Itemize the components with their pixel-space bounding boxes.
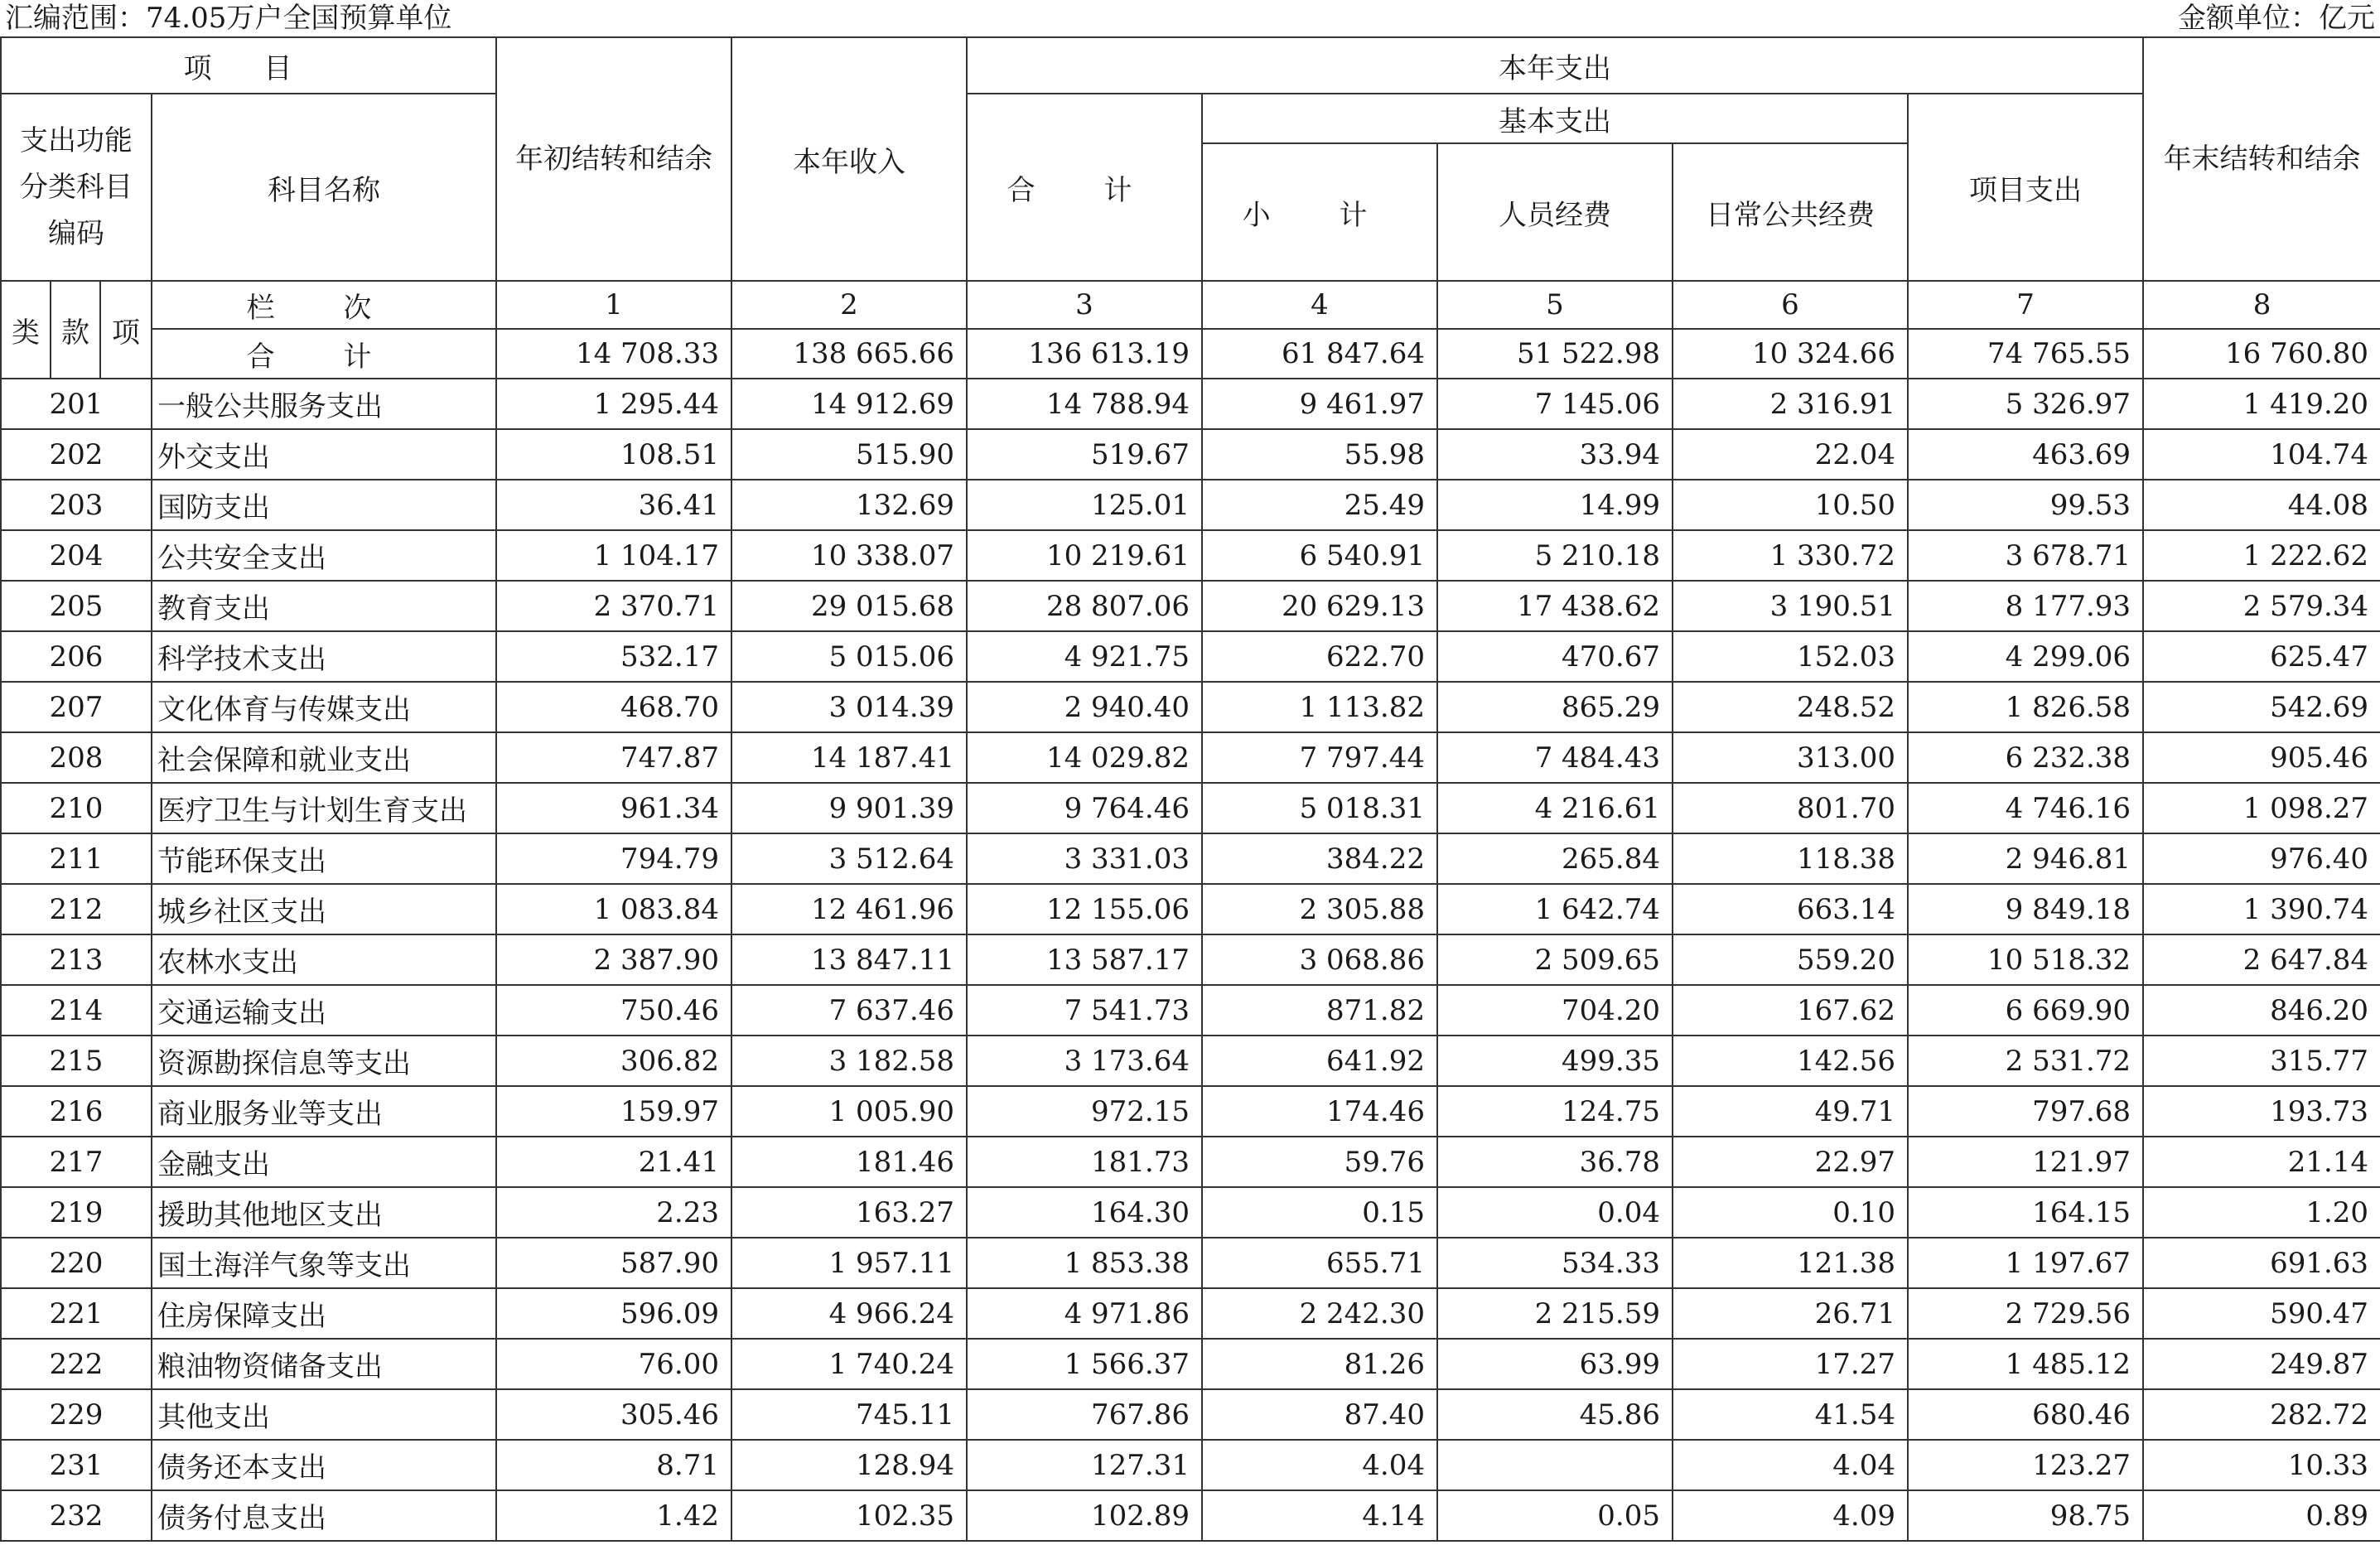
- value-cell: 596.09: [496, 1288, 731, 1339]
- value-cell: 846.20: [2143, 985, 2380, 1036]
- table-row: [1, 985, 2380, 1036]
- value-cell: 2 242.30: [1202, 1288, 1437, 1339]
- value-cell: 17.27: [1673, 1339, 1908, 1389]
- header-total: 合 计: [967, 94, 1202, 281]
- code-cell: 219: [1, 1187, 152, 1238]
- table-row: [1, 1137, 2380, 1187]
- value-cell: 4 966.24: [731, 1288, 967, 1339]
- col-index: 8: [2143, 281, 2380, 329]
- value-cell: 515.90: [731, 429, 967, 480]
- value-cell: 14 187.41: [731, 732, 967, 783]
- value-cell: 1 197.67: [1908, 1238, 2143, 1288]
- subject-name-cell: 农林水支出: [152, 934, 496, 985]
- total-value: 14 708.33: [496, 329, 731, 379]
- value-cell: 4 299.06: [1908, 631, 2143, 682]
- value-cell: 159.97: [496, 1086, 731, 1137]
- value-cell: 559.20: [1673, 934, 1908, 985]
- value-cell: 590.47: [2143, 1288, 2380, 1339]
- table-row: [1, 1440, 2380, 1490]
- value-cell: 680.46: [1908, 1389, 2143, 1440]
- code-cell: 212: [1, 884, 152, 934]
- value-cell: 7 637.46: [731, 985, 967, 1036]
- col-index: 1: [496, 281, 731, 329]
- code-cell: 222: [1, 1339, 152, 1389]
- value-cell: 5 018.31: [1202, 783, 1437, 833]
- value-cell: 4 921.75: [967, 631, 1202, 682]
- code-cell: 214: [1, 985, 152, 1036]
- value-cell: 2 305.88: [1202, 884, 1437, 934]
- value-cell: 25.49: [1202, 480, 1437, 530]
- value-cell: 249.87: [2143, 1339, 2380, 1389]
- value-cell: 55.98: [1202, 429, 1437, 480]
- value-cell: 5 326.97: [1908, 379, 2143, 429]
- header-basic: 基本支出: [1202, 94, 1908, 143]
- value-cell: 12 155.06: [967, 884, 1202, 934]
- header-class: 类: [1, 281, 51, 379]
- value-cell: 49.71: [1673, 1086, 1908, 1137]
- unit-note: 金额单位：亿元: [2178, 2, 2375, 35]
- table-row: [1, 732, 2380, 783]
- value-cell: 5 015.06: [731, 631, 967, 682]
- value-cell: 3 182.58: [731, 1036, 967, 1086]
- value-cell: 463.69: [1908, 429, 2143, 480]
- total-value: 74 765.55: [1908, 329, 2143, 379]
- value-cell: 3 173.64: [967, 1036, 1202, 1086]
- value-cell: 3 512.64: [731, 833, 967, 884]
- value-cell: 33.94: [1437, 429, 1673, 480]
- code-cell: 202: [1, 429, 152, 480]
- subject-name-cell: 公共安全支出: [152, 530, 496, 581]
- value-cell: 17 438.62: [1437, 581, 1673, 631]
- subject-name-cell: 一般公共服务支出: [152, 379, 496, 429]
- value-cell: 26.71: [1673, 1288, 1908, 1339]
- value-cell: 4.14: [1202, 1490, 1437, 1541]
- code-cell: 203: [1, 480, 152, 530]
- value-cell: 9 849.18: [1908, 884, 2143, 934]
- value-cell: 164.15: [1908, 1187, 2143, 1238]
- header-project: 项目支出: [1908, 94, 2143, 281]
- value-cell: 123.27: [1908, 1440, 2143, 1490]
- value-cell: 3 190.51: [1673, 581, 1908, 631]
- value-cell: 1.20: [2143, 1187, 2380, 1238]
- value-cell: 10.50: [1673, 480, 1908, 530]
- code-cell: 205: [1, 581, 152, 631]
- header-public: 日常公共经费: [1673, 143, 1908, 281]
- value-cell: 14 029.82: [967, 732, 1202, 783]
- table-row: [1, 1086, 2380, 1137]
- value-cell: 14.99: [1437, 480, 1673, 530]
- value-cell: 625.47: [2143, 631, 2380, 682]
- subject-name-cell: 援助其他地区支出: [152, 1187, 496, 1238]
- value-cell: 127.31: [967, 1440, 1202, 1490]
- header-entry: 项: [100, 281, 152, 379]
- value-cell: 1 390.74: [2143, 884, 2380, 934]
- value-cell: 181.73: [967, 1137, 1202, 1187]
- code-cell: 211: [1, 833, 152, 884]
- value-cell: 2 940.40: [967, 682, 1202, 732]
- value-cell: 102.35: [731, 1490, 967, 1541]
- header-opening-balance: 年初结转和结余: [496, 37, 731, 281]
- value-cell: 655.71: [1202, 1238, 1437, 1288]
- value-cell: 3 068.86: [1202, 934, 1437, 985]
- value-cell: 14 912.69: [731, 379, 967, 429]
- value-cell: 181.46: [731, 1137, 967, 1187]
- value-cell: 2 946.81: [1908, 833, 2143, 884]
- value-cell: 663.14: [1673, 884, 1908, 934]
- header-code-group: 支出功能分类科目编码: [1, 94, 152, 281]
- value-cell: 622.70: [1202, 631, 1437, 682]
- value-cell: 59.76: [1202, 1137, 1437, 1187]
- value-cell: 961.34: [496, 783, 731, 833]
- col-index: 3: [967, 281, 1202, 329]
- value-cell: 13 587.17: [967, 934, 1202, 985]
- value-cell: 1 740.24: [731, 1339, 967, 1389]
- value-cell: 13 847.11: [731, 934, 967, 985]
- value-cell: 118.38: [1673, 833, 1908, 884]
- subject-name-cell: 其他支出: [152, 1389, 496, 1440]
- value-cell: 20 629.13: [1202, 581, 1437, 631]
- value-cell: 36.78: [1437, 1137, 1673, 1187]
- code-cell: 229: [1, 1389, 152, 1440]
- subject-name-cell: 商业服务业等支出: [152, 1086, 496, 1137]
- value-cell: 1 083.84: [496, 884, 731, 934]
- header-subtotal: 小 计: [1202, 143, 1437, 281]
- table-row: [1, 1036, 2380, 1086]
- value-cell: 1 104.17: [496, 530, 731, 581]
- col-index-label: 栏 次: [152, 281, 496, 329]
- value-cell: 2.23: [496, 1187, 731, 1238]
- subject-name-cell: 城乡社区支出: [152, 884, 496, 934]
- value-cell: 0.05: [1437, 1490, 1673, 1541]
- value-cell: 104.74: [2143, 429, 2380, 480]
- table-row: [1, 581, 2380, 631]
- value-cell: 972.15: [967, 1086, 1202, 1137]
- value-cell: 4 746.16: [1908, 783, 2143, 833]
- value-cell: 2 387.90: [496, 934, 731, 985]
- code-cell: 221: [1, 1288, 152, 1339]
- value-cell: 747.87: [496, 732, 731, 783]
- value-cell: 12 461.96: [731, 884, 967, 934]
- value-cell: 167.62: [1673, 985, 1908, 1036]
- value-cell: 1 098.27: [2143, 783, 2380, 833]
- header-closing-balance: 年末结转和结余: [2143, 37, 2380, 281]
- header-section: 款: [51, 281, 100, 379]
- header-income: 本年收入: [731, 37, 967, 281]
- value-cell: 108.51: [496, 429, 731, 480]
- value-cell: 2 729.56: [1908, 1288, 2143, 1339]
- total-label: 合 计: [152, 329, 496, 379]
- subject-name-cell: 外交支出: [152, 429, 496, 480]
- col-index: 2: [731, 281, 967, 329]
- value-cell: 7 797.44: [1202, 732, 1437, 783]
- expenditure-table: [0, 36, 2380, 1542]
- value-cell: 8.71: [496, 1440, 731, 1490]
- value-cell: 306.82: [496, 1036, 731, 1086]
- code-cell: 201: [1, 379, 152, 429]
- value-cell: 2 215.59: [1437, 1288, 1673, 1339]
- value-cell: 470.67: [1437, 631, 1673, 682]
- value-cell: 384.22: [1202, 833, 1437, 884]
- value-cell: 142.56: [1673, 1036, 1908, 1086]
- value-cell: 313.00: [1673, 732, 1908, 783]
- code-cell: 231: [1, 1440, 152, 1490]
- value-cell: 2 316.91: [1673, 379, 1908, 429]
- code-cell: 207: [1, 682, 152, 732]
- value-cell: 128.94: [731, 1440, 967, 1490]
- code-cell: 208: [1, 732, 152, 783]
- table-row: [1, 631, 2380, 682]
- code-cell: 215: [1, 1036, 152, 1086]
- table-row: [1, 1288, 2380, 1339]
- value-cell: 22.04: [1673, 429, 1908, 480]
- value-cell: [1437, 1440, 1673, 1490]
- value-cell: 125.01: [967, 480, 1202, 530]
- value-cell: 468.70: [496, 682, 731, 732]
- code-cell: 232: [1, 1490, 152, 1541]
- total-value: 136 613.19: [967, 329, 1202, 379]
- code-cell: 213: [1, 934, 152, 985]
- table-row: [1, 934, 2380, 985]
- value-cell: 9 764.46: [967, 783, 1202, 833]
- value-cell: 1 853.38: [967, 1238, 1202, 1288]
- table-row: [1, 783, 2380, 833]
- value-cell: 767.86: [967, 1389, 1202, 1440]
- value-cell: 7 484.43: [1437, 732, 1673, 783]
- value-cell: 2 370.71: [496, 581, 731, 631]
- table-row: [1, 1187, 2380, 1238]
- value-cell: 7 145.06: [1437, 379, 1673, 429]
- value-cell: 10 338.07: [731, 530, 967, 581]
- col-index: 7: [1908, 281, 2143, 329]
- subject-name-cell: 节能环保支出: [152, 833, 496, 884]
- table-row: [1, 530, 2380, 581]
- value-cell: 248.52: [1673, 682, 1908, 732]
- table-row: [1, 833, 2380, 884]
- subject-name-cell: 资源勘探信息等支出: [152, 1036, 496, 1086]
- value-cell: 519.67: [967, 429, 1202, 480]
- value-cell: 4.09: [1673, 1490, 1908, 1541]
- code-cell: 206: [1, 631, 152, 682]
- table-caption: [5, 0, 2375, 36]
- value-cell: 14 788.94: [967, 379, 1202, 429]
- subject-name-cell: 国土海洋气象等支出: [152, 1238, 496, 1288]
- value-cell: 121.97: [1908, 1137, 2143, 1187]
- subject-name-cell: 社会保障和就业支出: [152, 732, 496, 783]
- value-cell: 4.04: [1673, 1440, 1908, 1490]
- subject-name-cell: 住房保障支出: [152, 1288, 496, 1339]
- table-row: [1, 1389, 2380, 1440]
- total-value: 138 665.66: [731, 329, 967, 379]
- value-cell: 1 957.11: [731, 1238, 967, 1288]
- value-cell: 797.68: [1908, 1086, 2143, 1137]
- total-value: 10 324.66: [1673, 329, 1908, 379]
- subject-name-cell: 医疗卫生与计划生育支出: [152, 783, 496, 833]
- value-cell: 542.69: [2143, 682, 2380, 732]
- value-cell: 163.27: [731, 1187, 967, 1238]
- value-cell: 0.04: [1437, 1187, 1673, 1238]
- total-row: [1, 329, 2380, 379]
- subject-name-cell: 国防支出: [152, 480, 496, 530]
- value-cell: 745.11: [731, 1389, 967, 1440]
- value-cell: 2 647.84: [2143, 934, 2380, 985]
- value-cell: 1 566.37: [967, 1339, 1202, 1389]
- col-index: 5: [1437, 281, 1673, 329]
- value-cell: 45.86: [1437, 1389, 1673, 1440]
- value-cell: 865.29: [1437, 682, 1673, 732]
- value-cell: 976.40: [2143, 833, 2380, 884]
- subject-name-cell: 金融支出: [152, 1137, 496, 1187]
- value-cell: 1 005.90: [731, 1086, 967, 1137]
- subject-name-cell: 债务付息支出: [152, 1490, 496, 1541]
- value-cell: 152.03: [1673, 631, 1908, 682]
- value-cell: 265.84: [1437, 833, 1673, 884]
- value-cell: 99.53: [1908, 480, 2143, 530]
- value-cell: 76.00: [496, 1339, 731, 1389]
- value-cell: 7 541.73: [967, 985, 1202, 1036]
- table-row: [1, 1238, 2380, 1288]
- code-cell: 220: [1, 1238, 152, 1288]
- value-cell: 1 295.44: [496, 379, 731, 429]
- value-cell: 121.38: [1673, 1238, 1908, 1288]
- subject-name-cell: 科学技术支出: [152, 631, 496, 682]
- table-row: [1, 429, 2380, 480]
- subject-name-cell: 粮油物资储备支出: [152, 1339, 496, 1389]
- value-cell: 2 509.65: [1437, 934, 1673, 985]
- value-cell: 9 461.97: [1202, 379, 1437, 429]
- subject-name-cell: 教育支出: [152, 581, 496, 631]
- value-cell: 5 210.18: [1437, 530, 1673, 581]
- value-cell: 3 678.71: [1908, 530, 2143, 581]
- value-cell: 6 540.91: [1202, 530, 1437, 581]
- value-cell: 10 219.61: [967, 530, 1202, 581]
- value-cell: 1.42: [496, 1490, 731, 1541]
- value-cell: 0.10: [1673, 1187, 1908, 1238]
- value-cell: 81.26: [1202, 1339, 1437, 1389]
- value-cell: 1 642.74: [1437, 884, 1673, 934]
- header-current-expenditure: 本年支出: [967, 37, 2143, 94]
- total-value: 61 847.64: [1202, 329, 1437, 379]
- value-cell: 6 669.90: [1908, 985, 2143, 1036]
- value-cell: 41.54: [1673, 1389, 1908, 1440]
- value-cell: 282.72: [2143, 1389, 2380, 1440]
- value-cell: 63.99: [1437, 1339, 1673, 1389]
- value-cell: 6 232.38: [1908, 732, 2143, 783]
- value-cell: 0.15: [1202, 1187, 1437, 1238]
- scope-note: 汇编范围：74.05万户全国预算单位: [5, 2, 452, 35]
- value-cell: 193.73: [2143, 1086, 2380, 1137]
- value-cell: 0.89: [2143, 1490, 2380, 1541]
- table-row: [1, 884, 2380, 934]
- value-cell: 102.89: [967, 1490, 1202, 1541]
- value-cell: 8 177.93: [1908, 581, 2143, 631]
- value-cell: 587.90: [496, 1238, 731, 1288]
- table-row: [1, 682, 2380, 732]
- header-personnel: 人员经费: [1437, 143, 1673, 281]
- value-cell: 1 222.62: [2143, 530, 2380, 581]
- table-row: [1, 1339, 2380, 1389]
- value-cell: 801.70: [1673, 783, 1908, 833]
- value-cell: 905.46: [2143, 732, 2380, 783]
- code-cell: 210: [1, 783, 152, 833]
- value-cell: 44.08: [2143, 480, 2380, 530]
- value-cell: 1 113.82: [1202, 682, 1437, 732]
- value-cell: 641.92: [1202, 1036, 1437, 1086]
- value-cell: 4.04: [1202, 1440, 1437, 1490]
- total-value: 16 760.80: [2143, 329, 2380, 379]
- value-cell: 315.77: [2143, 1036, 2380, 1086]
- value-cell: 87.40: [1202, 1389, 1437, 1440]
- value-cell: 1 330.72: [1673, 530, 1908, 581]
- total-value: 51 522.98: [1437, 329, 1673, 379]
- value-cell: 36.41: [496, 480, 731, 530]
- value-cell: 499.35: [1437, 1036, 1673, 1086]
- value-cell: 10.33: [2143, 1440, 2380, 1490]
- value-cell: 305.46: [496, 1389, 731, 1440]
- value-cell: 704.20: [1437, 985, 1673, 1036]
- value-cell: 21.41: [496, 1137, 731, 1187]
- value-cell: 124.75: [1437, 1086, 1673, 1137]
- table-row: [1, 480, 2380, 530]
- value-cell: 794.79: [496, 833, 731, 884]
- value-cell: 534.33: [1437, 1238, 1673, 1288]
- value-cell: 3 014.39: [731, 682, 967, 732]
- value-cell: 4 971.86: [967, 1288, 1202, 1339]
- value-cell: 2 579.34: [2143, 581, 2380, 631]
- value-cell: 2 531.72: [1908, 1036, 2143, 1086]
- subject-name-cell: 债务还本支出: [152, 1440, 496, 1490]
- code-cell: 217: [1, 1137, 152, 1187]
- table-row: [1, 379, 2380, 429]
- header-subject-name: 科目名称: [152, 94, 496, 281]
- value-cell: 750.46: [496, 985, 731, 1036]
- value-cell: 164.30: [967, 1187, 1202, 1238]
- header-item: 项 目: [1, 37, 496, 94]
- code-cell: 204: [1, 530, 152, 581]
- value-cell: 174.46: [1202, 1086, 1437, 1137]
- value-cell: 21.14: [2143, 1137, 2380, 1187]
- value-cell: 871.82: [1202, 985, 1437, 1036]
- value-cell: 9 901.39: [731, 783, 967, 833]
- subject-name-cell: 文化体育与传媒支出: [152, 682, 496, 732]
- table-row: [1, 1490, 2380, 1541]
- value-cell: 1 485.12: [1908, 1339, 2143, 1389]
- value-cell: 98.75: [1908, 1490, 2143, 1541]
- value-cell: 1 419.20: [2143, 379, 2380, 429]
- code-cell: 216: [1, 1086, 152, 1137]
- value-cell: 4 216.61: [1437, 783, 1673, 833]
- value-cell: 3 331.03: [967, 833, 1202, 884]
- value-cell: 132.69: [731, 480, 967, 530]
- value-cell: 10 518.32: [1908, 934, 2143, 985]
- value-cell: 532.17: [496, 631, 731, 682]
- value-cell: 1 826.58: [1908, 682, 2143, 732]
- value-cell: 29 015.68: [731, 581, 967, 631]
- subject-name-cell: 交通运输支出: [152, 985, 496, 1036]
- col-index: 6: [1673, 281, 1908, 329]
- col-index: 4: [1202, 281, 1437, 329]
- value-cell: 28 807.06: [967, 581, 1202, 631]
- value-cell: 22.97: [1673, 1137, 1908, 1187]
- value-cell: 691.63: [2143, 1238, 2380, 1288]
